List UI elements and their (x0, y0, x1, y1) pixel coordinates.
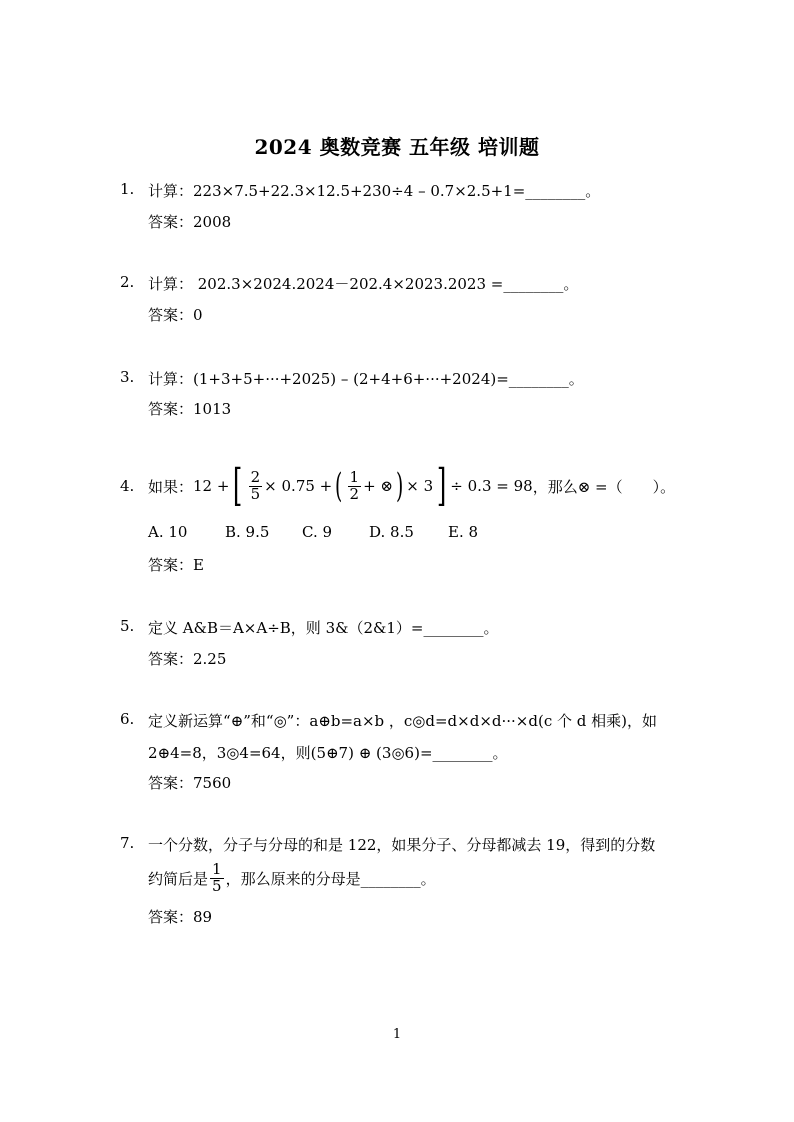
question-4-term-b: × 0.75 + (264, 477, 333, 495)
left-square-bracket: [ (233, 460, 243, 511)
fraction-two-fifths (249, 467, 263, 503)
question-2-text: 计算： 202.3×2024.2024－202.4×2023.2023 =________。 (148, 275, 579, 293)
question-4-term-d: × 3 (406, 477, 434, 495)
question-7-number: 7. (120, 834, 135, 852)
option-a: A. 10 (148, 523, 188, 541)
right-square-bracket: ] (436, 460, 447, 511)
question-2-answer: 答案：0 (148, 306, 203, 324)
question-4-number: 4. (120, 477, 135, 495)
question-6-answer: 答案：7560 (148, 774, 232, 792)
fraction-2-denominator: 2 (349, 484, 360, 503)
fraction-3-denominator: 5 (212, 876, 222, 895)
fraction-1-denominator: 5 (250, 484, 261, 503)
question-5-answer: 答案：2.25 (148, 650, 227, 668)
question-4-answer: 答案：E (148, 556, 204, 574)
question-5-text: 定义 A&B＝A×A÷B，则 3&（2&1）=________。 (148, 619, 499, 637)
fraction-one-half (348, 467, 362, 503)
question-7-line-1: 一个分数，分子与分母的和是 122，如果分子、分母都减去 19，得到的分数 (148, 836, 656, 854)
question-6-number: 6. (120, 710, 135, 728)
page-title: 2024 奥数竞赛 五年级 培训题 (254, 135, 540, 159)
question-3-text: 计算：(1+3+5+···+2025) – (2+4+6+···+2024)=________。 (148, 370, 584, 388)
option-c: C. 9 (302, 523, 333, 541)
fraction-1-numerator: 2 (250, 467, 261, 486)
question-7-line-2-start: 约简后是 (148, 869, 209, 888)
question-2-number: 2. (120, 273, 135, 291)
question-1-number: 1. (120, 180, 135, 198)
question-4-suffix: ，那么⊗ =（ ）。 (532, 477, 676, 496)
question-4-term-a: 12 + (193, 477, 230, 495)
fraction-2-numerator: 1 (349, 467, 360, 486)
question-1-answer: 答案：2008 (148, 213, 232, 231)
question-4-term-c: + ⊗ (363, 477, 393, 495)
question-7-line-2-end: ，那么原来的分母是________。 (225, 869, 436, 888)
question-4-term-e: ÷ 0.3 = 98 (450, 477, 533, 495)
page-number: 1 (392, 1027, 402, 1042)
question-7-answer: 答案：89 (148, 908, 213, 926)
fraction-3-numerator: 1 (212, 859, 222, 878)
fraction-one-fifth (210, 859, 224, 895)
question-5-number: 5. (120, 617, 135, 635)
question-1-text: 计算：223×7.5+22.3×12.5+230÷4 – 0.7×2.5+1=________。 (148, 182, 601, 200)
option-b: B. 9.5 (225, 523, 270, 541)
question-3-number: 3. (120, 368, 135, 386)
question-6-line-2: 2⊕4=8，3◎4=64，则(5⊕7) ⊕ (3◎6)=________。 (148, 744, 508, 762)
option-e: E. 8 (448, 523, 479, 541)
question-4-prefix: 如果： (148, 477, 194, 496)
question-3-answer: 答案：1013 (148, 400, 232, 418)
right-paren: ) (395, 466, 404, 506)
question-7-line-2 (148, 856, 436, 900)
option-d: D. 8.5 (369, 523, 414, 541)
question-6-line-1: 定义新运算“⊕”和“◎”：a⊕b=a×b ，c◎d=d×d×d···×d(c 个 d 相乘)，如 (148, 712, 657, 730)
left-paren: ( (335, 466, 343, 506)
question-4-equation (148, 458, 675, 514)
